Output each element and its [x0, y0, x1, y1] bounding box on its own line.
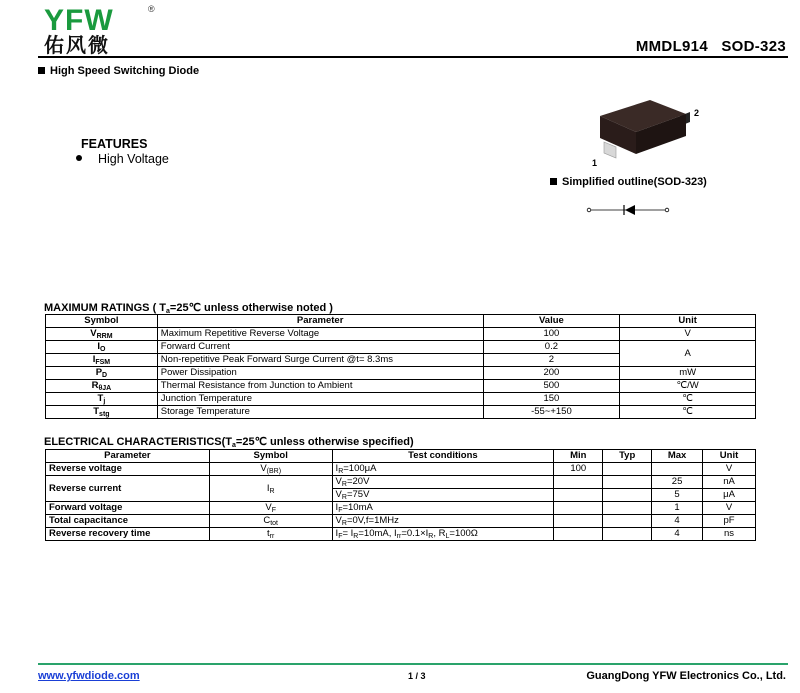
unit-cell: ℃/W: [620, 380, 756, 393]
symbol-cell: $I_{FSM}$: [46, 354, 158, 367]
pin1-label: 1: [592, 158, 598, 168]
condition-cell: $I_F=10mA$: [332, 502, 554, 515]
symbol-cell: $T_{stg}$: [46, 406, 158, 419]
column-header: Max: [652, 450, 703, 463]
value-cell: 200: [483, 367, 620, 380]
registered-mark: ®: [148, 4, 155, 14]
page-number: 1 / 3: [408, 671, 426, 681]
document-subtitle: High Speed Switching Diode: [38, 65, 199, 77]
logo-latin-text: YFW: [44, 4, 114, 37]
bullet-icon: [76, 155, 82, 161]
parameter-cell: Junction Temperature: [157, 393, 483, 406]
table-row: [46, 502, 756, 515]
symbol-cell: $I_O$: [46, 341, 158, 354]
website-link[interactable]: www.yfwdiode.com: [38, 670, 140, 682]
square-bullet-icon: [38, 67, 45, 74]
electrical-characteristics-title: ELECTRICAL $CHARACTERISTICS(T_a=25℃$ unless otherwise specified): [44, 436, 414, 449]
value-cell: 2: [483, 354, 620, 367]
parameter-cell: Forward voltage: [46, 502, 210, 515]
footer-divider: [38, 663, 788, 665]
min-cell: [554, 502, 603, 515]
condition-cell: $V_R=75V$: [332, 489, 554, 502]
column-header: Unit: [703, 450, 756, 463]
value-cell: 150: [483, 393, 620, 406]
unit-cell: A: [620, 341, 756, 367]
table-row: [46, 528, 756, 541]
column-header: Min: [554, 450, 603, 463]
min-cell: [554, 476, 603, 489]
table-row: [46, 328, 756, 341]
features-heading: FEATURES: [81, 137, 148, 151]
company-name: GuangDong YFW Electronics Co., Ltd.: [586, 670, 786, 682]
column-header: Unit: [620, 315, 756, 328]
company-logo: [44, 4, 155, 57]
unit-cell: μA: [703, 489, 756, 502]
column-header: Parameter: [157, 315, 483, 328]
min-cell: 100: [554, 463, 603, 476]
pin1-lead: [604, 142, 616, 158]
min-cell: [554, 515, 603, 528]
symbol-cell: $t_{rr}$: [209, 528, 332, 541]
min-cell: [554, 528, 603, 541]
table-row: [46, 515, 756, 528]
table-header-row: [46, 450, 756, 463]
table-row: [46, 476, 756, 489]
value-cell: -55~+150: [483, 406, 620, 419]
value-cell: 0.2: [483, 341, 620, 354]
parameter-cell: Power Dissipation: [157, 367, 483, 380]
parameter-cell: Storage Temperature: [157, 406, 483, 419]
unit-cell: pF: [703, 515, 756, 528]
table-row: [46, 367, 756, 380]
unit-cell: nA: [703, 476, 756, 489]
max-cell: 5: [652, 489, 703, 502]
column-header: Parameter: [46, 450, 210, 463]
table-header-row: [46, 315, 756, 328]
table-row: [46, 393, 756, 406]
square-bullet-icon: [550, 178, 557, 185]
max-ratings-title: MAXIMUM RATINGS ( $T_a=25℃$ unless otherwise noted ): [44, 302, 333, 315]
logo-cjk-text: 佑风微: [44, 33, 110, 57]
table-row: [46, 406, 756, 419]
max-cell: 25: [652, 476, 703, 489]
max-cell: 1: [652, 502, 703, 515]
table-row: [46, 341, 756, 354]
max-cell: 4: [652, 528, 703, 541]
symbol-cell: $I_R$: [209, 476, 332, 502]
max-cell: [652, 463, 703, 476]
unit-cell: ℃: [620, 406, 756, 419]
typ-cell: [603, 528, 652, 541]
parameter-cell: Maximum Repetitive Reverse Voltage: [157, 328, 483, 341]
symbol-cell: $V_F$: [209, 502, 332, 515]
condition-cell: $I_R=100\mu A$: [332, 463, 554, 476]
unit-cell: V: [703, 502, 756, 515]
condition-cell: $V_R=0V,f=1MHz$: [332, 515, 554, 528]
column-header: Value: [483, 315, 620, 328]
sod323-package-drawing: [588, 94, 718, 174]
column-header: Test conditions: [332, 450, 554, 463]
table-row: [46, 463, 756, 476]
symbol-cell: $V_{RRM}$: [46, 328, 158, 341]
typ-cell: [603, 489, 652, 502]
symbol-cell: $C_{tot}$: [209, 515, 332, 528]
max-cell: 4: [652, 515, 703, 528]
column-header: Symbol: [209, 450, 332, 463]
max-ratings-table: [45, 314, 756, 419]
package-caption: Simplified outline(SOD-323): [550, 176, 707, 188]
symbol-cell: $R_{\theta JA}$: [46, 380, 158, 393]
symbol-cell: $V_{(BR)}$: [209, 463, 332, 476]
header-divider: [38, 56, 788, 58]
typ-cell: [603, 502, 652, 515]
pin2-label: 2: [694, 108, 700, 118]
condition-cell: $V_R=20V$: [332, 476, 554, 489]
electrical-characteristics-table: [45, 449, 756, 541]
unit-cell: ns: [703, 528, 756, 541]
value-cell: 500: [483, 380, 620, 393]
unit-cell: ℃: [620, 393, 756, 406]
parameter-cell: Forward Current: [157, 341, 483, 354]
parameter-cell: Reverse recovery time: [46, 528, 210, 541]
symbol-cell: $T_j$: [46, 393, 158, 406]
value-cell: 100: [483, 328, 620, 341]
typ-cell: [603, 463, 652, 476]
part-number-package: MMDL914 SOD-323: [635, 38, 786, 55]
unit-cell: V: [620, 328, 756, 341]
unit-cell: mW: [620, 367, 756, 380]
unit-cell: V: [703, 463, 756, 476]
symbol-cell: $P_D$: [46, 367, 158, 380]
column-header: Symbol: [46, 315, 158, 328]
diode-symbol-icon: [585, 200, 671, 220]
typ-cell: [603, 515, 652, 528]
parameter-cell: Reverse voltage: [46, 463, 210, 476]
min-cell: [554, 489, 603, 502]
column-header: Typ: [603, 450, 652, 463]
table-row: [46, 380, 756, 393]
feature-item: High Voltage: [76, 152, 169, 166]
typ-cell: [603, 476, 652, 489]
parameter-cell: Total capacitance: [46, 515, 210, 528]
parameter-cell: Reverse current: [46, 476, 210, 502]
parameter-cell: Thermal Resistance from Junction to Ambient: [157, 380, 483, 393]
condition-cell: $I_F= I_R=10mA$, $I_{rr}=0.1\times I_R$, $R_L=100\Omega$: [332, 528, 554, 541]
parameter-cell: Non-repetitive Peak Forward Surge Current @t= 8.3ms: [157, 354, 483, 367]
